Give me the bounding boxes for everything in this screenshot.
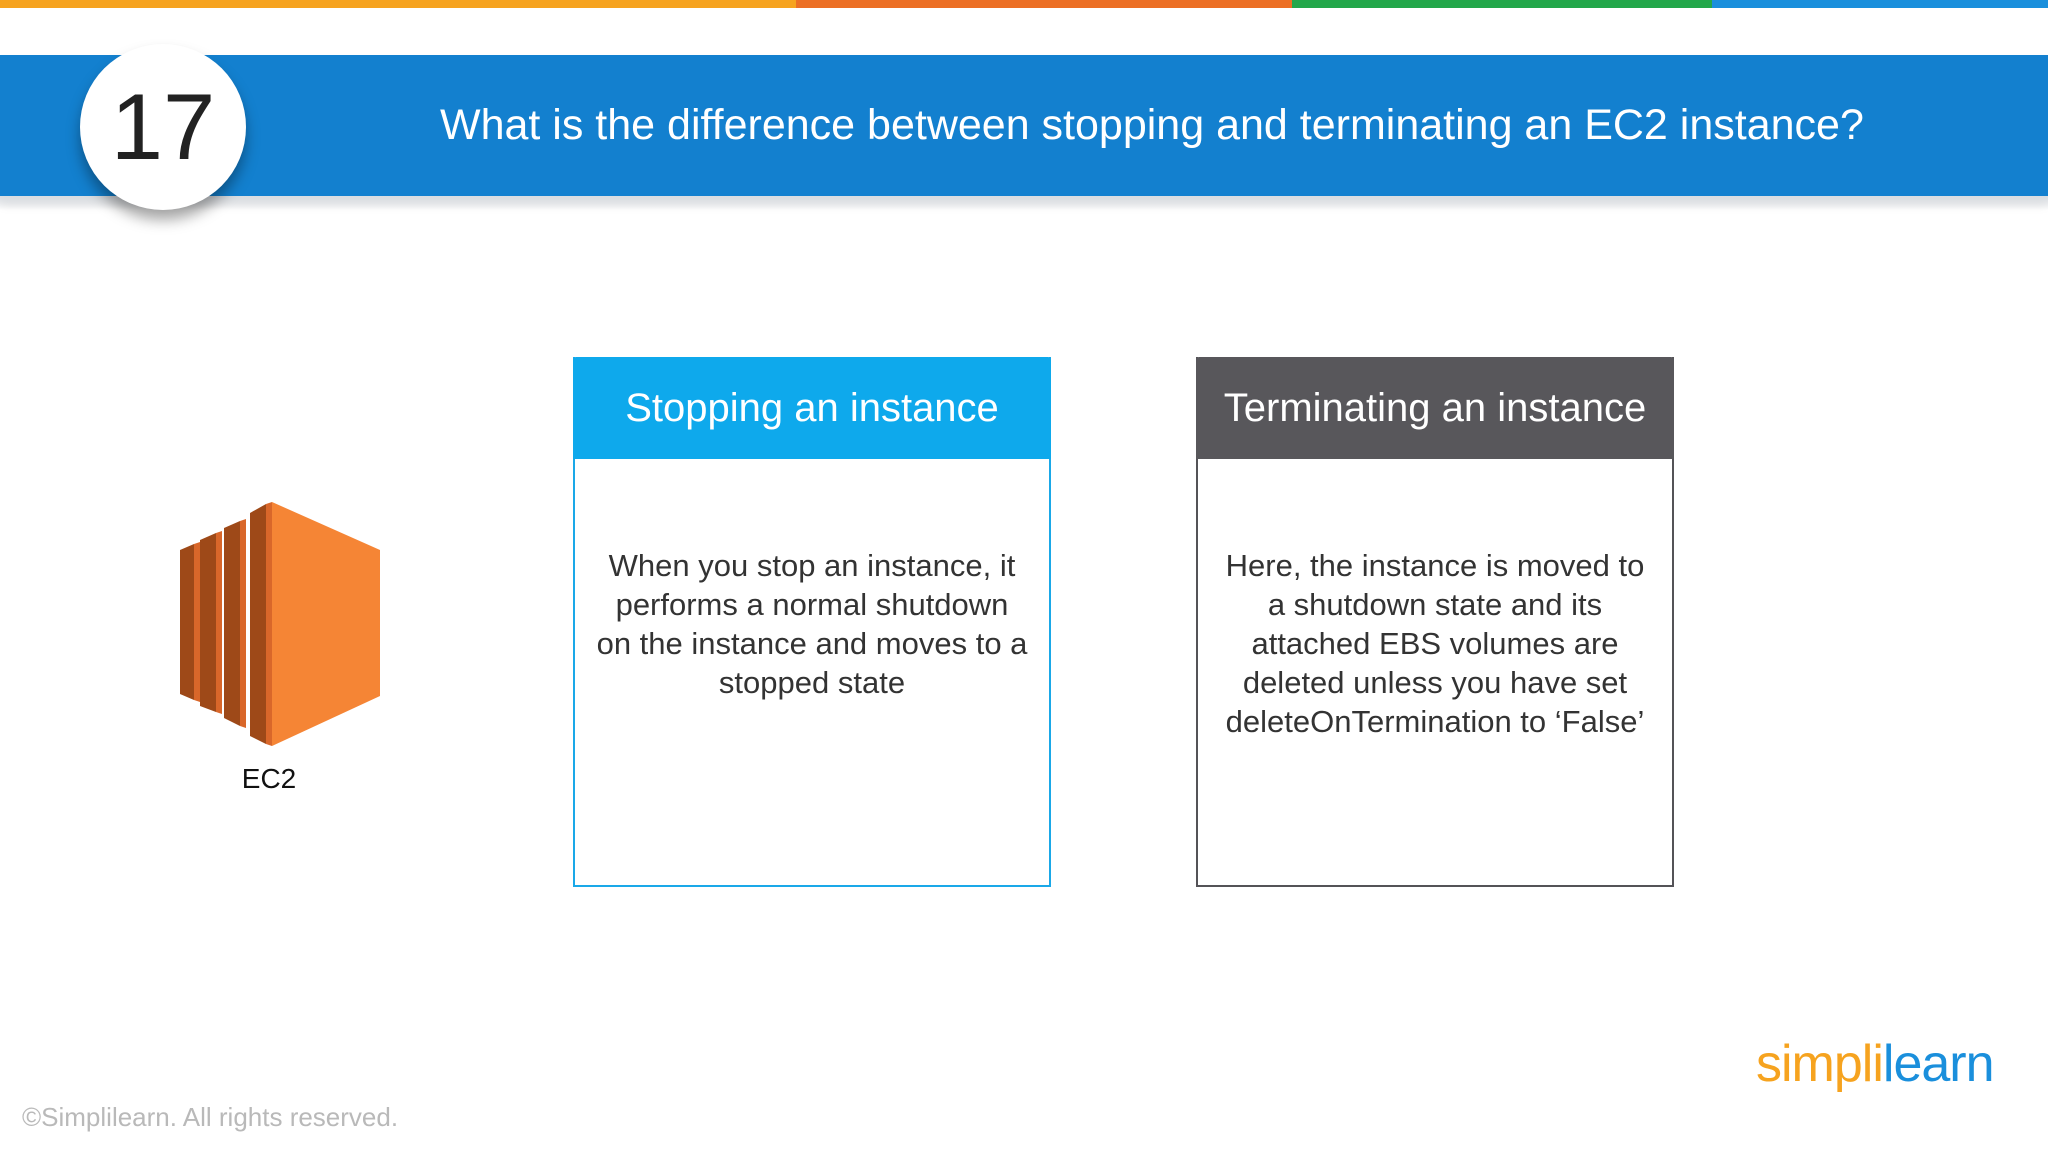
terminating-instance-card [1196,357,1674,887]
stopping-instance-card [573,357,1051,887]
simplilearn-logo [1756,1034,1994,1094]
top-color-stripe [0,0,2048,8]
aws-ec2-icon [180,500,380,746]
question-title: What is the difference between stopping and terminating an EC2 instance? [440,101,1864,149]
stopping-card-header: Stopping an instance [573,357,1051,459]
terminating-card-body: Here, the instance is moved to a shutdown state and its attached EBS volumes are deleted unless you have set deleteOnTermination to ‘False’ [1225,548,1645,739]
logo-part-simpl: simpl [1756,1035,1873,1093]
logo-i-mark: i [1872,1035,1883,1093]
logo-part-learn: learn [1882,1035,1994,1093]
copyright-text: ©Simplilearn. All rights reserved. [22,1102,399,1132]
terminating-card-header: Terminating an instance [1196,357,1674,459]
question-number-badge: 17 [80,44,246,210]
stopping-card-body: When you stop an instance, it performs a normal shutdown on the instance and moves to a stopped state [596,548,1028,700]
ec2-label: EC2 [241,763,297,794]
